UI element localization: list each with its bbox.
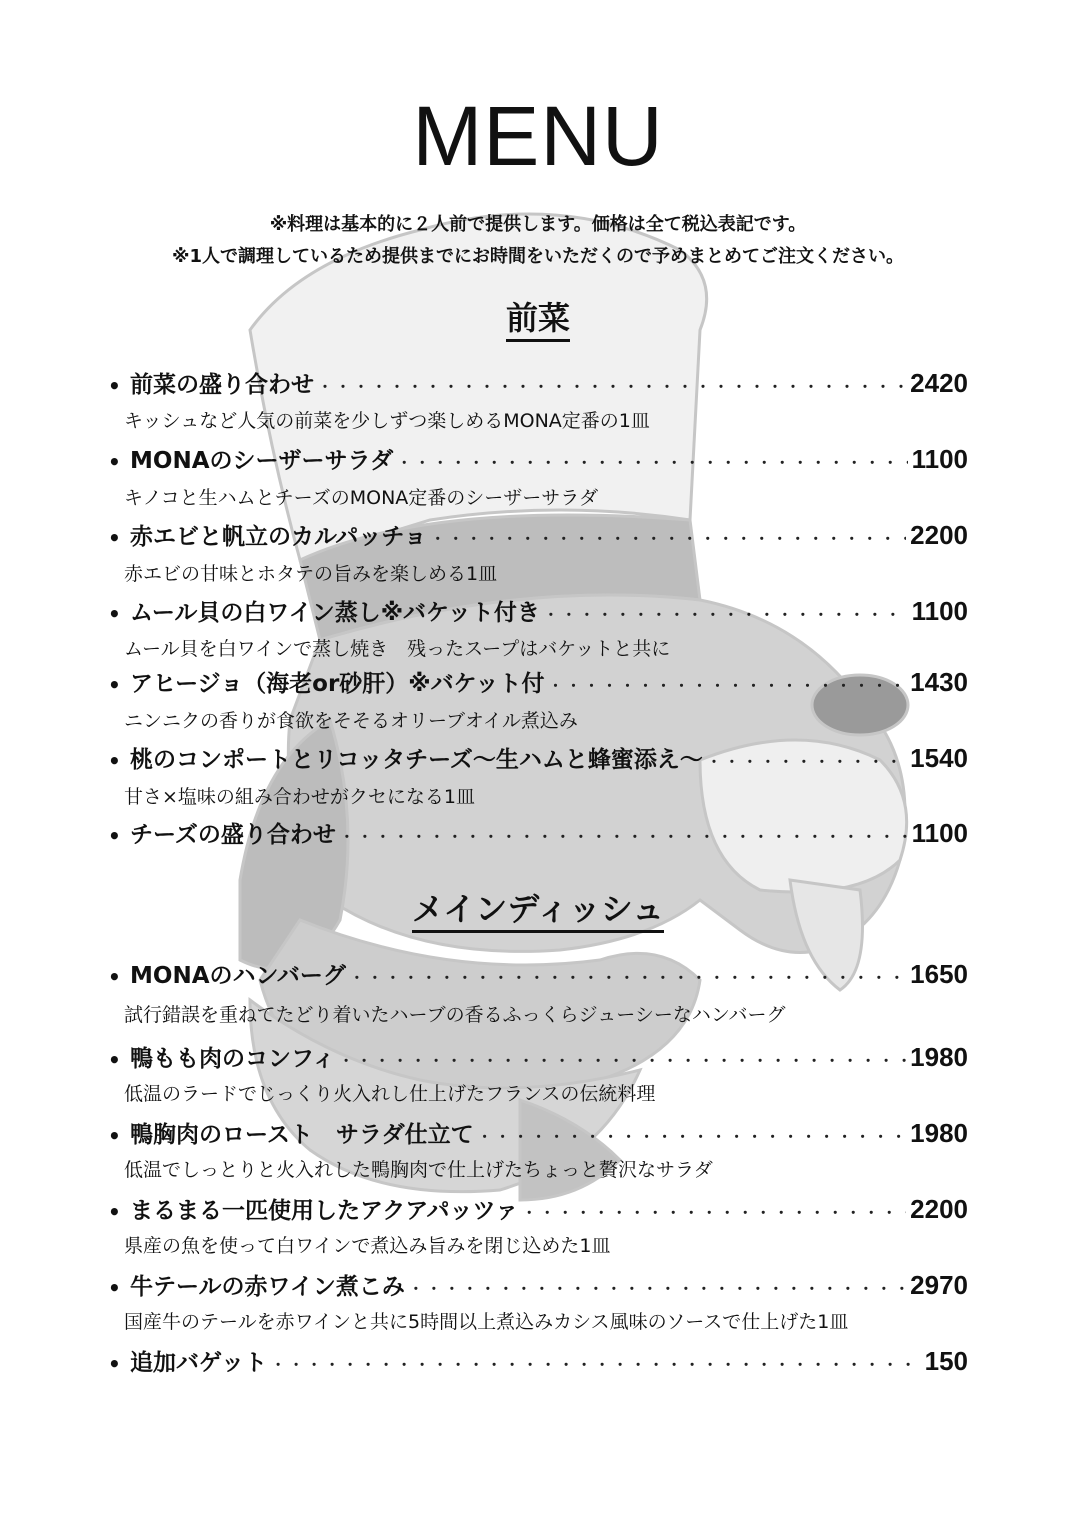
item-description: キノコと生ハムとチーズのMONA定番のシーザーサラダ	[124, 487, 599, 509]
section-heading-main-dishes: メインディッシュ	[0, 884, 1076, 930]
item-price: 1100	[911, 444, 968, 474]
bullet: •	[108, 824, 121, 848]
item-price: 2970	[910, 1270, 968, 1300]
dot-leader	[707, 752, 906, 772]
item-description: 県産の魚を使って白ワインで煮込み旨みを閉じ込めた1皿	[124, 1235, 611, 1257]
dot-leader	[544, 605, 908, 625]
dot-leader	[478, 1127, 907, 1147]
item-name: 桃のコンポートとリコッタチーズ〜生ハムと蜂蜜添え〜	[130, 747, 703, 773]
item-description: ニンニクの香りが食欲をそそるオリーブオイル煮込み	[124, 710, 578, 732]
item-description: 試行錯誤を重ねてたどり着いたハーブの香るふっくらジューシーなハンバーグ	[124, 1004, 786, 1026]
bullet: •	[108, 1352, 121, 1376]
dot-leader	[339, 1051, 906, 1071]
dot-leader	[549, 676, 907, 696]
item-name: 赤エビと帆立のカルパッチョ	[130, 524, 427, 550]
item-name: MONAのハンバーグ	[130, 963, 346, 989]
bullet: •	[108, 749, 121, 773]
menu-item	[108, 442, 968, 476]
dot-leader	[318, 377, 906, 397]
menu-item	[108, 1268, 968, 1302]
item-name: 牛テールの赤ワイン煮こみ	[130, 1274, 405, 1300]
bullet: •	[108, 1048, 121, 1072]
menu-item	[108, 366, 968, 400]
bullet: •	[108, 374, 121, 398]
dot-leader	[271, 1355, 921, 1375]
item-name: 前菜の盛り合わせ	[130, 372, 314, 398]
menu-item	[108, 957, 968, 991]
item-name: 追加バゲット	[130, 1350, 268, 1376]
item-name: まるまる一匹使用したアクアパッツァ	[130, 1198, 519, 1224]
item-price: 1980	[910, 1118, 968, 1148]
section-heading-appetizers: 前菜	[0, 293, 1076, 339]
item-price: 1980	[910, 1042, 968, 1072]
item-description: キッシュなど人気の前菜を少しずつ楽しめるMONA定番の1皿	[124, 410, 650, 432]
item-description: 低温のラードでじっくり火入れし仕上げたフランスの伝統料理	[124, 1083, 656, 1105]
item-description: 甘さ×塩味の組み合わせがクセになる1皿	[124, 786, 476, 808]
bullet: •	[108, 1124, 121, 1148]
item-name: ムール貝の白ワイン蒸し※バケット付き	[130, 600, 540, 626]
menu-item	[108, 1344, 968, 1378]
item-name: 鴨胸肉のロースト サラダ仕立て	[130, 1122, 474, 1148]
item-price: 1100	[911, 818, 968, 848]
menu-item	[108, 1040, 968, 1074]
menu-item	[108, 741, 968, 775]
dot-leader	[340, 827, 908, 847]
notice-order: ※1人で調理しているため提供までにお時間をいただくので予めまとめてご注文ください。	[171, 246, 905, 267]
item-price: 1100	[911, 596, 968, 626]
item-description: 赤エビの甘味とホタテの旨みを楽しめる1皿	[124, 563, 498, 585]
bullet: •	[108, 673, 121, 697]
item-price: 1650	[910, 959, 968, 989]
item-description: 国産牛のテールを赤ワインと共に5時間以上煮込みカシス風味のソースで仕上げた1皿	[124, 1311, 849, 1333]
page-title: MENU	[412, 89, 664, 183]
item-price: 2200	[910, 520, 968, 550]
menu-item	[108, 594, 968, 628]
bullet: •	[108, 965, 121, 989]
item-description: ムール貝を白ワインで蒸し焼き 残ったスープはバケットと共に	[124, 638, 671, 660]
menu-item	[108, 816, 968, 850]
item-price: 2200	[910, 1194, 968, 1224]
bullet: •	[108, 526, 121, 550]
item-price: 1430	[910, 667, 968, 697]
menu-item	[108, 1192, 968, 1226]
item-price: 1540	[910, 743, 968, 773]
item-description: 低温でしっとりと火入れした鴨胸肉で仕上げたちょっと贅沢なサラダ	[124, 1159, 713, 1181]
dot-leader	[350, 968, 906, 988]
notice-serving: ※料理は基本的に２人前で提供します。価格は全て税込表記です。	[269, 214, 807, 235]
item-name: 鴨もも肉のコンフィ	[130, 1046, 336, 1072]
bullet: •	[108, 1276, 121, 1300]
item-name: アヒージョ（海老or砂肝）※バケット付	[130, 671, 545, 697]
menu-item	[108, 1116, 968, 1150]
dot-leader	[409, 1279, 906, 1299]
item-name: MONAのシーザーサラダ	[130, 448, 394, 474]
bullet: •	[108, 602, 121, 626]
dot-leader	[431, 529, 906, 549]
menu-item	[108, 665, 968, 699]
menu-item	[108, 518, 968, 552]
dot-leader	[522, 1203, 906, 1223]
dot-leader	[397, 453, 907, 473]
item-name: チーズの盛り合わせ	[130, 822, 336, 848]
item-price: 2420	[910, 368, 968, 398]
bullet: •	[108, 450, 121, 474]
item-price: 150	[924, 1346, 968, 1376]
bullet: •	[108, 1200, 121, 1224]
